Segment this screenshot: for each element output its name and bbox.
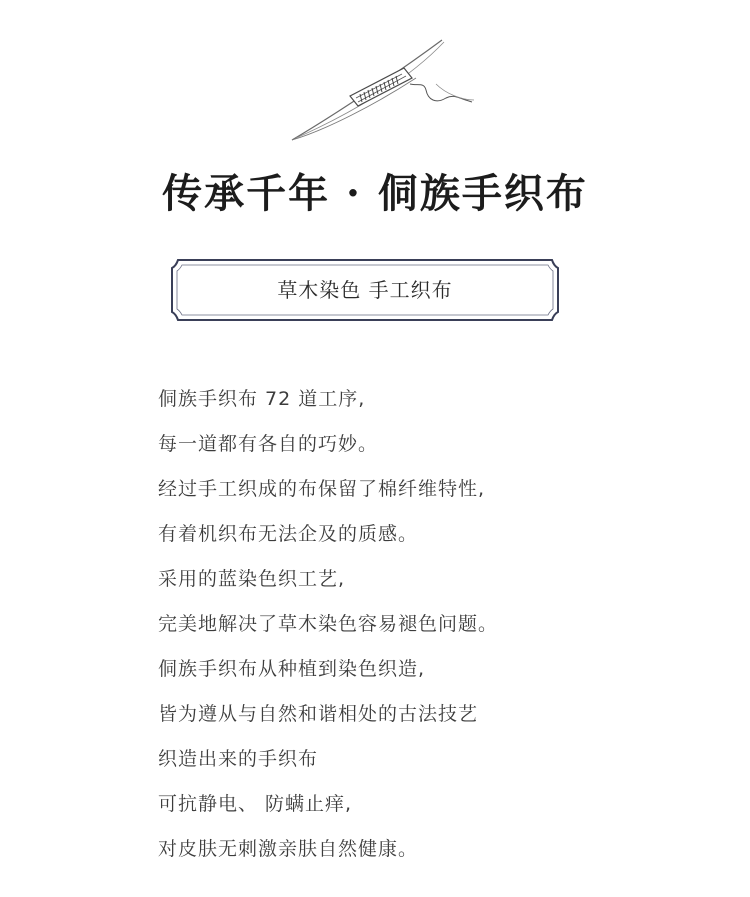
weaving-shuttle-icon — [286, 34, 476, 146]
description-line: 完美地解决了草木染色容易褪色问题。 — [158, 613, 499, 635]
description-line: 经过手工织成的布保留了棉纤维特性, — [158, 478, 486, 500]
description-line: 侗族手织布从种植到染色织造, — [158, 658, 426, 680]
description-line: 采用的蓝染色织工艺, — [158, 568, 346, 590]
description-line: 侗族手织布 72 道工序, — [158, 388, 366, 410]
banner-text: 草木染色 手工织布 — [277, 278, 453, 302]
description-text — [158, 377, 718, 872]
description-line: 织造出来的手织布 — [158, 748, 319, 770]
description-line: 对皮肤无刺激亲肤自然健康。 — [158, 838, 419, 860]
subtitle-banner — [168, 256, 562, 324]
description-line: 有着机织布无法企及的质感。 — [158, 523, 419, 545]
description-line: 每一道都有各自的巧妙。 — [158, 433, 379, 455]
description-line: 皆为遵从与自然和谐相处的古法技艺 — [158, 703, 479, 725]
description-line: 可抗静电、 防螨止痒, — [158, 793, 353, 815]
page-title: 传承千年 · 侗族手织布 — [162, 170, 588, 217]
